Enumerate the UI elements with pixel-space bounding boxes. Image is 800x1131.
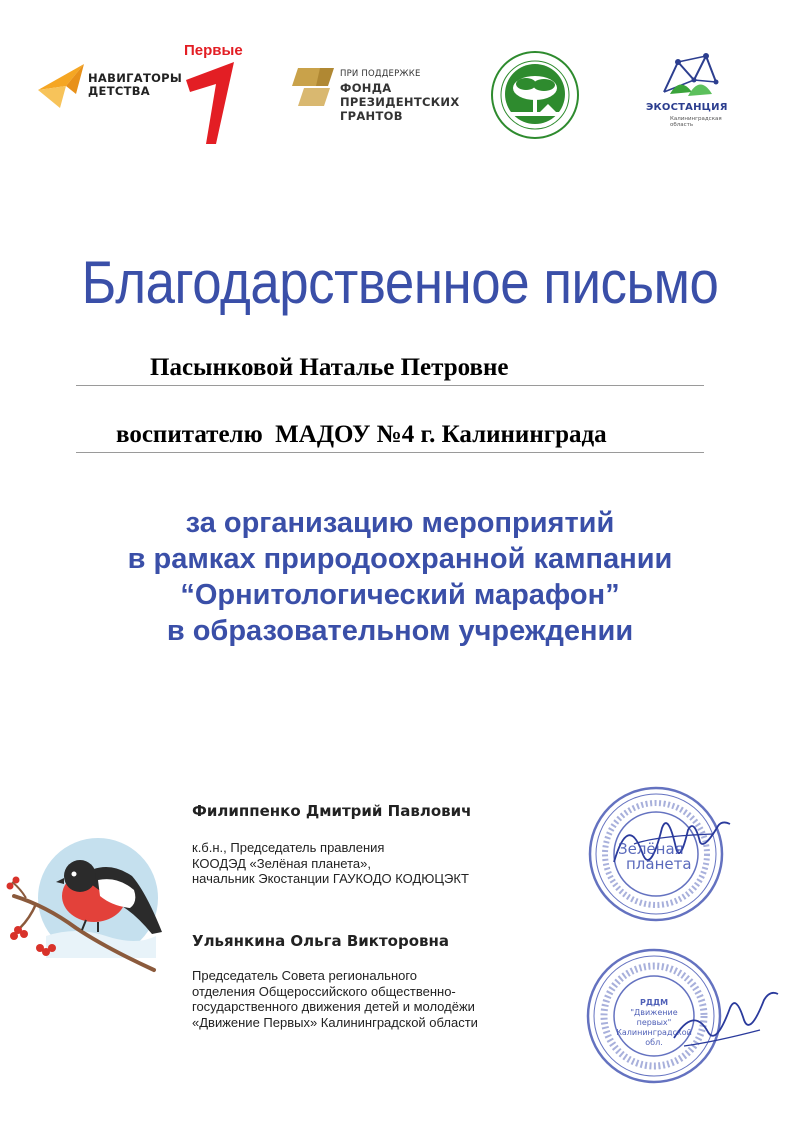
stamp-rddm xyxy=(584,946,780,1086)
reason-line3: “Орнитологический марафон” xyxy=(180,579,620,611)
page-title: Благодарственное письмо xyxy=(81,249,719,316)
signatory-2-desc-line: отделения Общероссийского общественно- xyxy=(192,983,456,999)
signatory-2-desc-line: Председатель Совета регионального xyxy=(192,968,418,983)
fond-line3: ГРАНТОВ xyxy=(340,109,403,123)
reason-line2: в рамках природоохранной кампании xyxy=(127,543,673,575)
signatory-2-name: Ульянкина Ольга Викторовна xyxy=(192,932,449,950)
reason-line1: за организацию мероприятий xyxy=(185,507,615,539)
fond-line1: ФОНДА xyxy=(340,81,392,95)
signatory-1-name: Филиппенко Дмитрий Павлович xyxy=(192,802,472,820)
fond-small-label: ПРИ ПОДДЕРЖКЕ xyxy=(340,69,421,79)
signatory-1-desc-line: к.б.н., Председатель правления xyxy=(192,840,385,855)
stamp-green-planet xyxy=(584,784,734,924)
signatory-2-desc-line: государственного движения детей и молодёжи xyxy=(192,999,475,1014)
green-planet-logo xyxy=(490,50,580,140)
logo-row xyxy=(0,38,800,148)
signatory-1-desc-line: КООДЭД «Зелёная планета», xyxy=(192,855,371,871)
stamp2-line3: Калининградской обл. xyxy=(616,1028,692,1047)
signatory-1-desc xyxy=(192,840,469,887)
pervye-logo xyxy=(180,42,243,146)
navigators-line2: ДЕТСТВА xyxy=(88,84,150,98)
recipient-position-line xyxy=(76,421,704,453)
signatory-2-desc xyxy=(192,968,478,1030)
fond-emblem-icon xyxy=(290,68,336,108)
recipient-name-line xyxy=(76,354,704,386)
navigators-star-icon xyxy=(36,60,86,110)
bullfinch-illustration xyxy=(6,836,176,986)
pervye-one-icon xyxy=(186,62,236,144)
stamp1-line2: планета xyxy=(626,855,692,873)
signatory-1-desc-line: начальник Экостанции ГАУКОДО КОДЮЦЭКТ xyxy=(192,871,469,886)
reason-line4: в образовательном учреждении xyxy=(166,615,634,647)
fond-line2: ПРЕЗИДЕНТСКИХ xyxy=(340,95,460,109)
signatory-2-desc-line: «Движение Первых» Калининградской области xyxy=(192,1014,478,1030)
tree-emblem-icon xyxy=(490,50,580,140)
fond-logo xyxy=(290,66,460,130)
recipient-position: воспитателю МАДОУ №4 г. Калининграда xyxy=(116,421,607,448)
reason-block xyxy=(0,505,800,649)
ekostantsiya-label: ЭКОСТАНЦИЯ xyxy=(646,102,728,113)
stamp2-line1: РДДМ xyxy=(639,998,669,1007)
recipient-name: Пасынковой Наталье Петровне xyxy=(150,354,509,381)
navigators-logo xyxy=(36,60,183,110)
stamp1-line1: Зелёная xyxy=(618,840,684,858)
stamp2-line2: "Движение первых" xyxy=(630,1008,678,1027)
pervye-label: Первые xyxy=(184,42,243,59)
ekostantsiya-sub: Калининградская область xyxy=(670,116,722,128)
navigators-line1: НАВИГАТОРЫ xyxy=(88,71,183,85)
ekostantsiya-logo xyxy=(640,52,740,132)
ekostantsiya-emblem-icon xyxy=(660,52,720,100)
